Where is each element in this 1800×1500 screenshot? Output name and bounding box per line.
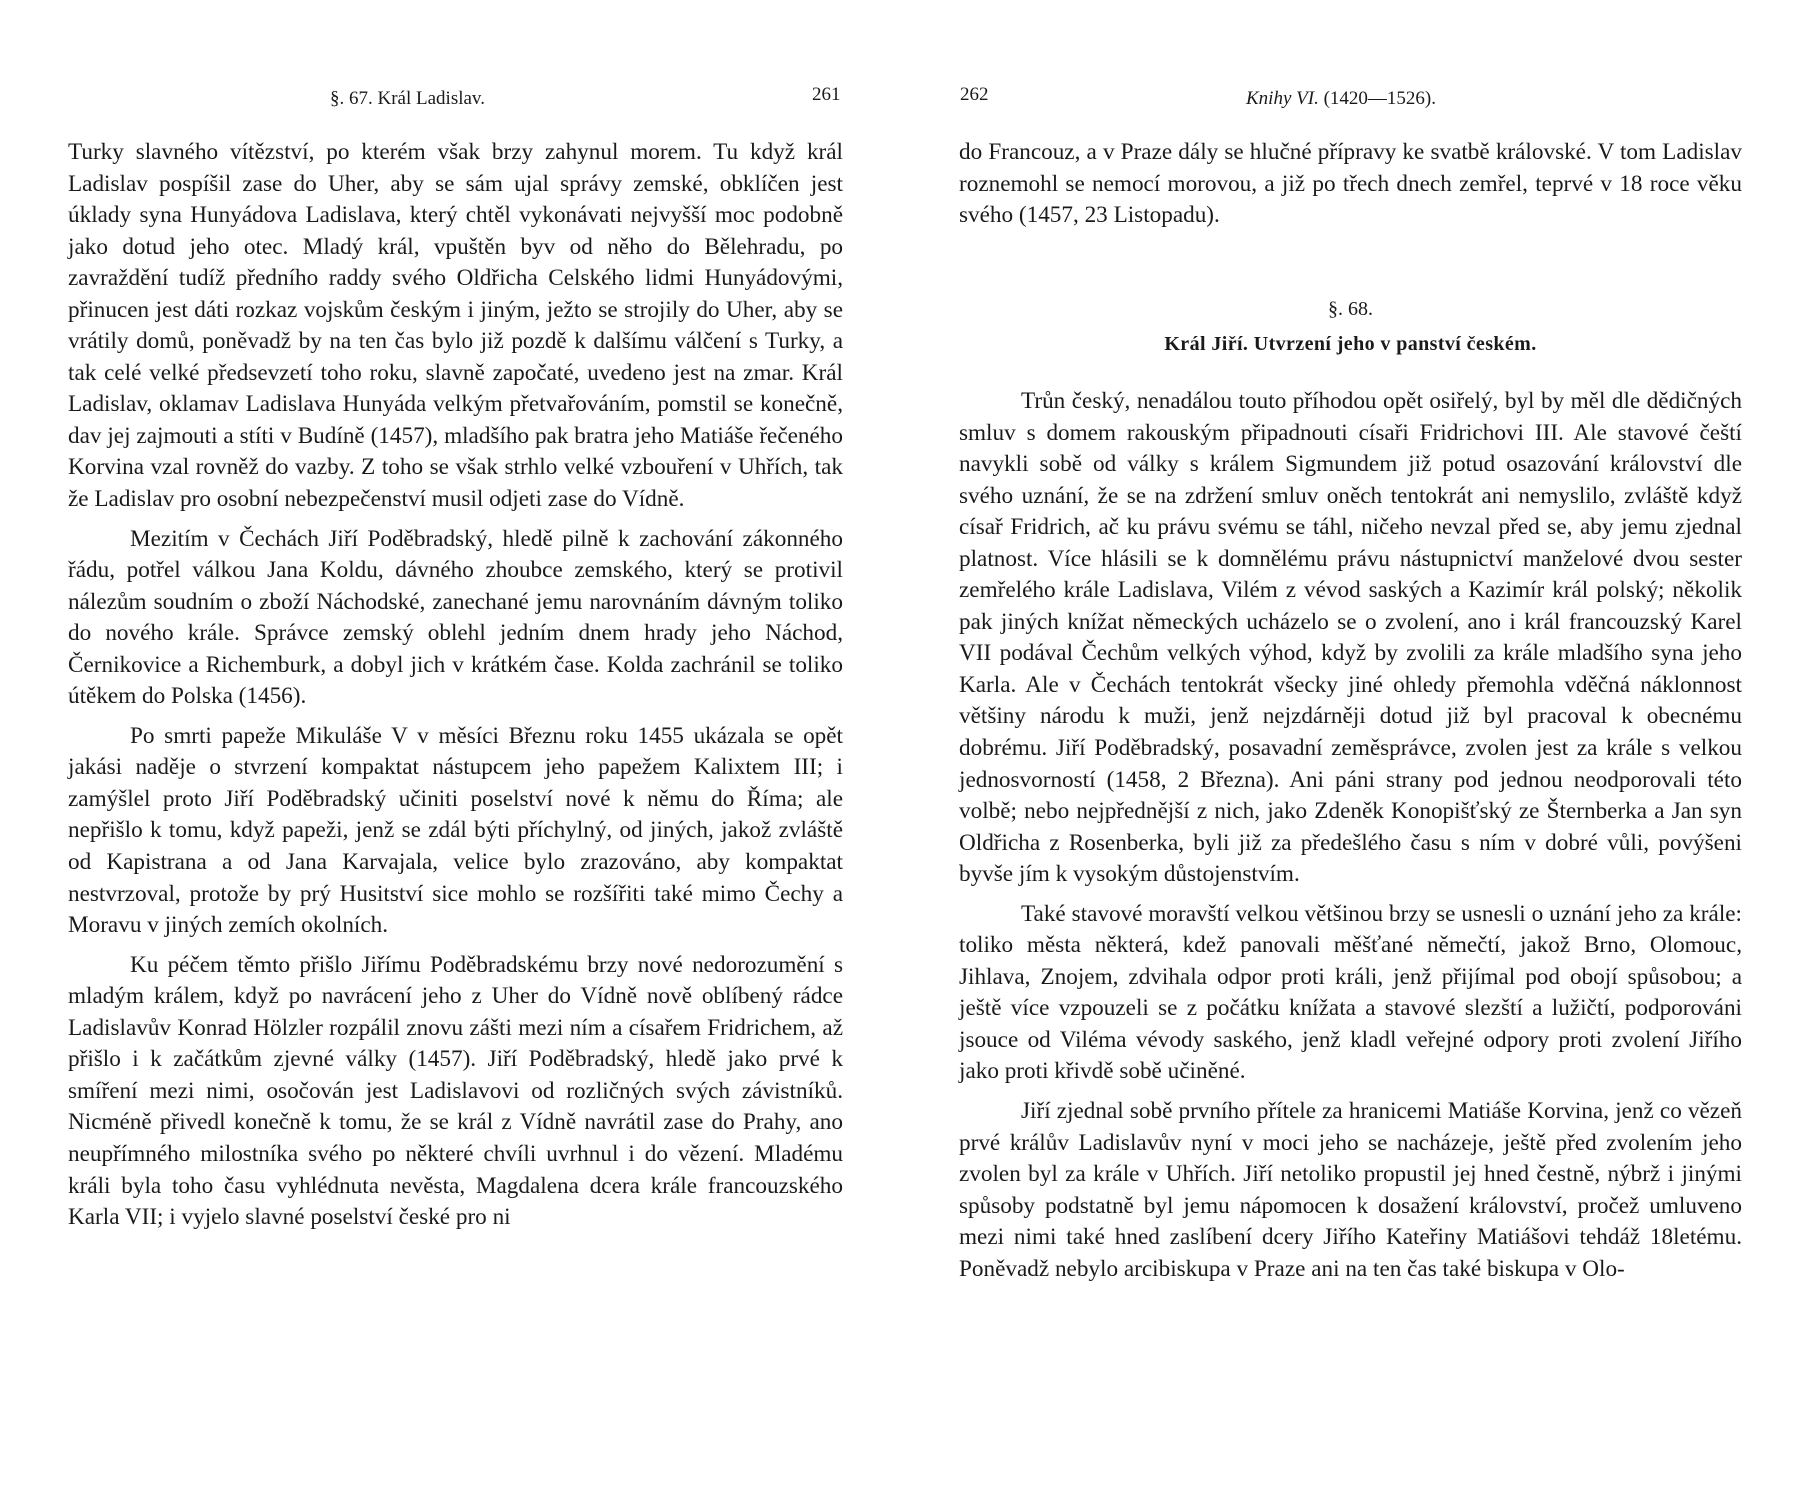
left-running-title: §. 67. Král Ladislav. bbox=[330, 88, 485, 109]
right-running-title: Knihy VI. bbox=[1246, 88, 1319, 109]
right-section-text bbox=[959, 386, 1742, 1285]
right-page-number: 262 bbox=[960, 84, 989, 105]
paragraph: Také stavové moravští velkou většinou brzy se usnesli o uznání jeho za krále: toliko města některá, kdež panovali měšťané němečtí, jakož Brno, Olomouc, Jihlava, Znojem, zdvihala odpor proti králi, jenž přijímal pod obojí spůsobou; a ještě více vzpouzeli se z počátku knížata a stavové slezští a lužičtí, podporováni jsouce od Viléma vévody saského, jenž kladl veřejné odpory proti zvolení Jiřího jako proti křivdě sobě učiněné. bbox=[959, 900, 1742, 1085]
section-number: §. 68. bbox=[1328, 298, 1373, 320]
paragraph: Mezitím v Čechách Jiří Poděbradský, hledě pilně k zachování zákonného řádu, potřel válkou Jana Koldu, dávného zhoubce zemského, který se protivil nálezům soudním o zboží Náchodské, zanechané jemu narovnáním dávným toliko do nového krále. Správce zemský oblehl jedním dnem hrady jeho Náchod, Černikovice a Richemburk, a dobyl jich v krátkém čase. Kolda zachránil se toliko útěkem do Polska (1456). bbox=[68, 525, 843, 710]
section-title: Král Jiří. Utvrzení jeho v panství českém. bbox=[1164, 333, 1537, 355]
left-body-text bbox=[68, 137, 843, 1234]
paragraph: Turky slavného vítězství, po kterém však brzy zahynul morem. Tu když král Ladislav pospíšil zase do Uher, aby se sám ujal správy zemské, obklíčen jest úklady syna Hunyádova Ladislava, který chtěl vykonávati nejvyšší moc podobně jako dotud jeho otec. Mladý král, vpuštěn byv od něho do Bělehradu, po zavraždění tudíž předního raddy svého Oldřicha Celského lidmi Hunyádovými, přinucen jest dáti rozkaz vojskům českým i jiným, ježto se strojily do Uher, aby se vrátily domů, poněvadž by na ten čas bylo již pozdě k dalšímu válčení s Turky, a tak celé velké předsevzetí toho roku, slavně započaté, uvedeno jest na zmar. Král Ladislav, oklamav Ladislava Hunyáda velkým přetvařováním, pomstil se konečně, dav jej zajmouti a stíti v Budíně (1457), mladšího pak bratra jeho Matiáše řečeného Korvina vzal rovněž do vazby. Z toho se však strhlo velké vzbouření v Uhřích, tak že Ladislav pro osobní nebezpečenství musil odjeti zase do Vídně. bbox=[68, 139, 843, 513]
right-body-text bbox=[959, 137, 1742, 232]
paragraph: Po smrti papeže Mikuláše V v měsíci Březnu roku 1455 ukázala se opět jakási naděje o stvrzení kompaktat nástupcem jeho papežem Kalixtem III; i zamýšlel proto Jiří Poděbradský učiniti poselství nové k němu do Říma; ale nepřišlo k tomu, když papeži, jenž se zdál býti příchylný, od jiných, jakož zvláště od Kapistrana a od Jana Karvajala, velice bylo zrazováno, aby kompaktat nestvrzoval, protože by prý Husitství sice mohlo se rozšířiti také mimo Čechy a Moravu v jiných zemích okolních. bbox=[68, 722, 843, 939]
left-page-number: 261 bbox=[812, 84, 841, 105]
right-page bbox=[900, 0, 1800, 1500]
right-running-head bbox=[1246, 88, 1436, 110]
paragraph: do Francouz, a v Praze dály se hlučné přípravy ke svatbě královské. V tom Ladislav roznemohl se nemocí morovou, a již po třech dnech zemřel, teprvé v 18 roce věku svého (1457, 23 Listopadu). bbox=[959, 139, 1742, 229]
paragraph: Trůn český, nenadálou touto příhodou opět osiřelý, byl by měl dle dědičných smluv s domem rakouským připadnouti císaři Fridrichovi III. Ale stavové čeští navykli sobě od války s králem Sigmundem již potud osazování království dle svého uznání, že se na zdržení smluv oněch tentokrát ani nemyslilo, zvláště když císař Fridrich, ač ku právu svému se táhl, ničeho nevzal před se, aby jemu zjednal platnost. Více hlásili se k domnělému právu nástupnictví manželové dvou sester zemřelého krále Ladislava, Vilém z vévod saských a Kazimír král polský; několik pak jiných knížat německých ucházelo se o zvolení, ano i král francouzský Karel VII podával Čechům velkých výhod, když by zvolili za krále mladšího syna jeho Karla. Ale v Čechách tentokrát všecky jiné ohledy přemohla vděčná náklonnost většiny národu k muži, jenž nejzdárněji dotud již byl pracoval k obecnému dobrému. Jiří Poděbradský, posavadní zeměsprávce, zvolen jest za krále s velkou jednosvorností (1458, 2 Března). Ani páni strany pod jednou neodporovali této volbě; nebo nejpřednější z nich, jako Zdeněk Konopišťský ze Šternberka a Jan syn Oldřicha z Rosenberka, byli již za předešlého času s ním v dobré vůli, povýšeni byvše jím k vysokým důstojenstvím. bbox=[959, 388, 1742, 888]
paragraph: Jiří zjednal sobě prvního přítele za hranicemi Matiáše Korvina, jenž co vězeň prvé králův Ladislavův nyní v moci jeho se nacházeje, ještě před zvolením jeho zvolen byl za krále v Uhřích. Jiří netoliko propustil jej hned čestně, nýbrž i jinými spůsoby podstatně byl jemu nápomocen k dosažení království, pročež umluveno mezi nimi také hned zaslíbení dcery Jiřího Kateřiny Matiášovi tehdáž 18letému. Poněvadž nebylo arcibiskupa v Praze ani na ten čas také biskupa v Olo- bbox=[959, 1098, 1742, 1282]
right-running-years: (1420—1526). bbox=[1323, 88, 1436, 109]
paragraph: Ku péčem těmto přišlo Jiřímu Poděbradskému brzy nové nedorozumění s mladým králem, když po navrácení jeho z Uher do Vídně nově oblíbený rádce Ladislavův Konrad Hölzler rozpálil znovu zášti mezi ním a císařem Fridrichem, až přišlo i k začátkům zjevné války (1457). Jiří Poděbradský, hledě jako prvé k smíření mezi nimi, osočován jest Ladislavovi od rozličných svých závistníků. Nicméně přivedl konečně k tomu, že se král z Vídně navrátil zase do Prahy, ano neupřímného milostníka svého po některé chvíli uvrhnul i do vězení. Mladému králi byla toho času vyhlédnuta nevěsta, Magdalena dcera krále francouzského Karla VII; i vyjelo slavné poselství české pro ni bbox=[68, 951, 843, 1231]
